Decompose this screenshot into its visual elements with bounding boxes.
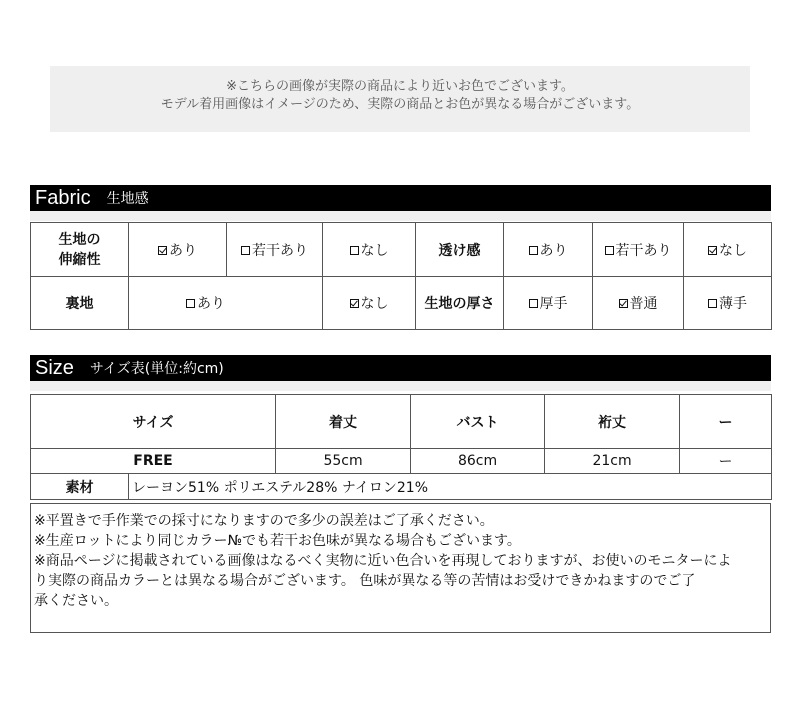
note-line-4: り実際の商品カラーとは異なる場合がございます。 色味が異なる等の苦情はお受けできかねますのでご了 [34,573,696,589]
size-value-free: FREE [31,449,276,474]
notice-line-1: ※こちらの画像が実際の商品により近いお色でございます。 [226,79,574,94]
stretch-label-line1: 生地の [58,231,101,248]
unchecked-box-icon [350,246,359,255]
thickness-option-thick: 厚手 [504,277,593,330]
disclaimer-notes [30,503,771,633]
note-line-2: ※生産ロットにより同じカラー№でも若干お色味が異なる場合もございます。 [34,533,521,549]
unchecked-box-icon [529,246,538,255]
checked-box-icon [708,246,717,255]
unchecked-box-icon [186,299,195,308]
sleeve-value: 21cm [545,449,680,474]
table-row [31,449,772,474]
sheer-option-slight: 若干あり [593,223,684,277]
size-section-header [30,355,771,381]
fabric-table [30,222,772,330]
checked-box-icon [350,299,359,308]
fabric-subtitle: 生地感 [106,191,149,207]
size-header-shade [30,381,771,391]
unchecked-box-icon [529,299,538,308]
sheer-option-no: なし [684,223,772,277]
stretch-option-slight: 若干あり [227,223,323,277]
thickness-option-normal: 普通 [593,277,684,330]
sheer-label: 透け感 [416,223,504,277]
extra-value: ー [680,449,772,474]
material-row [31,474,772,500]
stretch-label [31,223,129,277]
note-line-3: ※商品ページに掲載されている画像はなるべく実物に近い色合いを再現しておりますが、お使いのモニターによ [34,553,732,569]
lining-row [31,277,772,330]
fabric-section-header [30,185,771,211]
size-table [30,394,772,500]
stretch-label-line2: 伸縮性 [58,251,101,268]
unchecked-box-icon [605,246,614,255]
lining-option-yes: あり [129,277,323,330]
unchecked-box-icon [708,299,717,308]
stretch-option-yes: あり [129,223,227,277]
color-notice [50,66,750,132]
size-header-extra: ー [680,395,772,449]
fabric-header-shade [30,211,771,221]
size-header-length: 着丈 [276,395,411,449]
checked-box-icon [619,299,628,308]
sheer-option-yes: あり [504,223,593,277]
lining-label: 裏地 [31,277,129,330]
thickness-option-thin: 薄手 [684,277,772,330]
length-value: 55cm [276,449,411,474]
material-value: レーヨン51% ポリエステル28% ナイロン21% [129,474,772,500]
unchecked-box-icon [241,246,250,255]
size-subtitle: サイズ表(単位:約cm) [89,361,224,377]
checked-box-icon [158,246,167,255]
size-header-size: サイズ [31,395,276,449]
notice-line-2: モデル着用画像はイメージのため、実際の商品とお色が異なる場合がございます。 [160,97,640,112]
size-title: Size [35,356,74,379]
stretch-option-no: なし [323,223,416,277]
thickness-label: 生地の厚さ [416,277,504,330]
note-line-5: 承ください。 [34,593,118,609]
fabric-title: Fabric [35,186,91,209]
size-header-sleeve: 裄丈 [545,395,680,449]
material-label: 素材 [31,474,129,500]
size-header-row [31,395,772,449]
size-header-bust: バスト [411,395,545,449]
bust-value: 86cm [411,449,545,474]
note-line-1: ※平置きで手作業での採寸になりますので多少の誤差はご了承ください。 [34,513,494,529]
lining-option-no: なし [323,277,416,330]
stretch-row [31,223,772,277]
